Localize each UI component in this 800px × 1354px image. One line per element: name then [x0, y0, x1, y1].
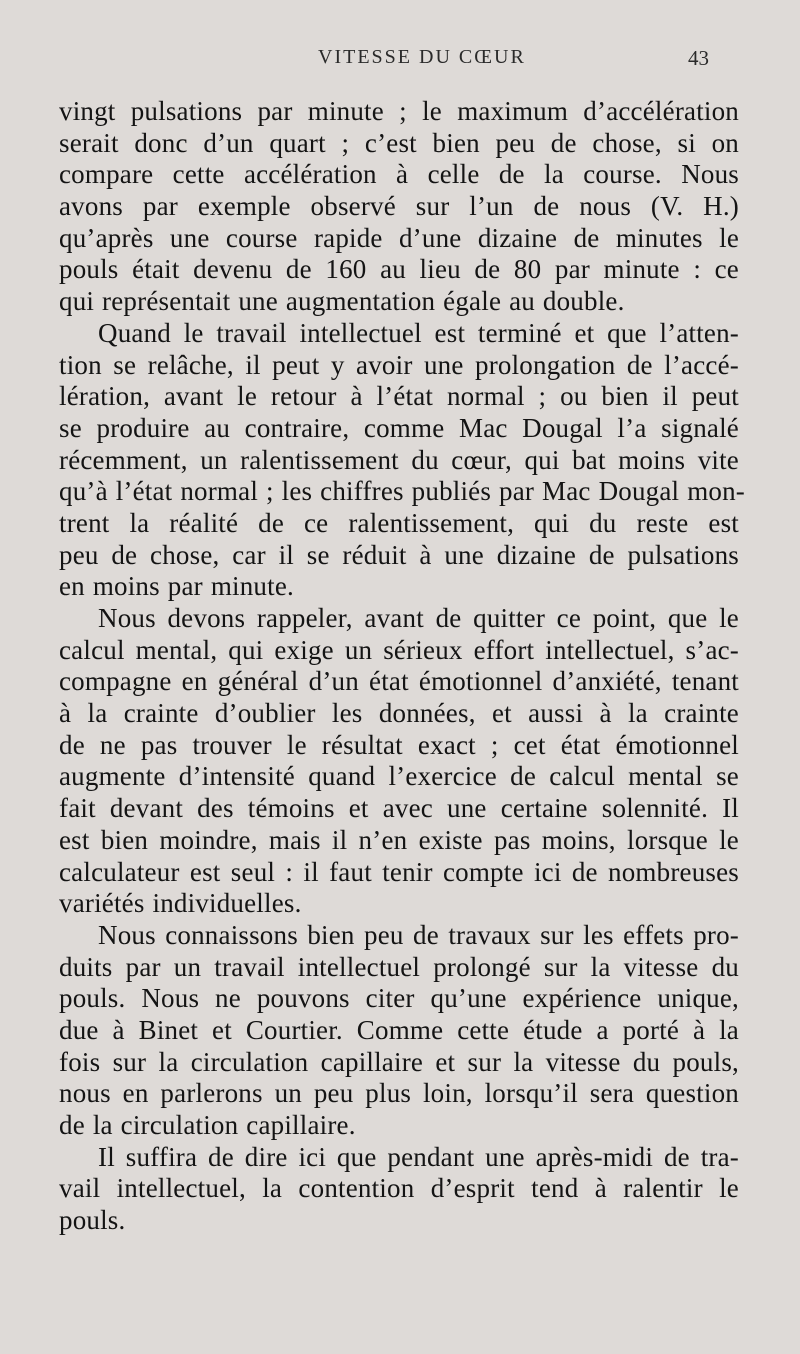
text-line: de ne pas trouver le résultat exact ; cet état émotionnel	[59, 729, 739, 760]
text-line: pouls. Nous ne pouvons citer qu’une expérience unique,	[59, 983, 739, 1014]
running-head-title: VITESSE DU CŒUR	[318, 46, 526, 68]
text-line: serait donc d’un quart ; c’est bien peu de chose, si on	[59, 127, 739, 158]
text-line: qu’à l’état normal ; les chiffres publiés par Mac Dougal mon-	[59, 476, 745, 507]
page-number: 43	[688, 46, 709, 70]
text-line: Quand le travail intellectuel est terminé et que l’atten-	[98, 317, 739, 348]
text-line: compare cette accélération à celle de la course. Nous	[59, 159, 739, 190]
text-line: à la crainte d’oublier les données, et aussi à la crainte	[59, 698, 739, 729]
text-line: avons par exemple observé sur l’un de nous (V. H.)	[59, 191, 739, 222]
text-line: variétés individuelles.	[59, 888, 302, 919]
text-line: récemment, un ralentissement du cœur, qui bat moins vite	[59, 444, 739, 475]
text-line: qu’après une course rapide d’une dizaine de minutes le	[59, 222, 739, 253]
text-line: tion se relâche, il peut y avoir une prolongation de l’accé-	[59, 349, 739, 380]
text-line: Il suffira de dire ici que pendant une après-midi de tra-	[98, 1141, 739, 1172]
text-line: qui représentait une augmentation égale au double.	[59, 286, 625, 317]
body-text	[59, 96, 745, 1237]
text-line: Nous connaissons bien peu de travaux sur les effets pro-	[98, 919, 739, 950]
text-line: compagne en général d’un état émotionnel d’anxiété, tenant	[59, 666, 739, 697]
text-line: calcul mental, qui exige un sérieux effort intellectuel, s’ac-	[59, 634, 739, 665]
text-line: lération, avant le retour à l’état normal ; ou bien il peut	[59, 381, 739, 412]
text-line: vail intellectuel, la contention d’esprit tend à ralentir le	[59, 1173, 739, 1204]
text-line: calculateur est seul : il faut tenir compte ici de nombreuses	[59, 856, 739, 887]
text-line: due à Binet et Courtier. Comme cette étude a porté à la	[59, 1014, 739, 1045]
text-line: pouls était devenu de 160 au lieu de 80 par minute : ce	[59, 254, 739, 285]
text-line: trent la réalité de ce ralentissement, qui du reste est	[59, 507, 739, 538]
text-line: en moins par minute.	[59, 571, 294, 602]
text-line: vingt pulsations par minute ; le maximum d’accélération	[59, 96, 739, 126]
text-line: duits par un travail intellectuel prolongé sur la vitesse du	[59, 951, 739, 982]
text-line: peu de chose, car il se réduit à une dizaine de pulsations	[59, 539, 739, 570]
text-line: fois sur la circulation capillaire et sur la vitesse du pouls,	[59, 1046, 739, 1077]
text-line: de la circulation capillaire.	[59, 1110, 356, 1140]
text-line: Nous devons rappeler, avant de quitter ce point, que le	[98, 603, 739, 633]
text-line: est bien moindre, mais il n’en existe pas moins, lorsque le	[59, 824, 739, 855]
text-line: fait devant des témoins et avec une certaine solennité. Il	[59, 793, 739, 824]
text-line: augmente d’intensité quand l’exercice de calcul mental se	[59, 761, 739, 792]
text-line: nous en parlerons un peu plus loin, lorsqu’il sera question	[59, 1078, 739, 1109]
running-head	[0, 46, 800, 76]
text-line: pouls.	[59, 1205, 126, 1236]
text-line: se produire au contraire, comme Mac Dougal l’a signalé	[59, 412, 739, 443]
